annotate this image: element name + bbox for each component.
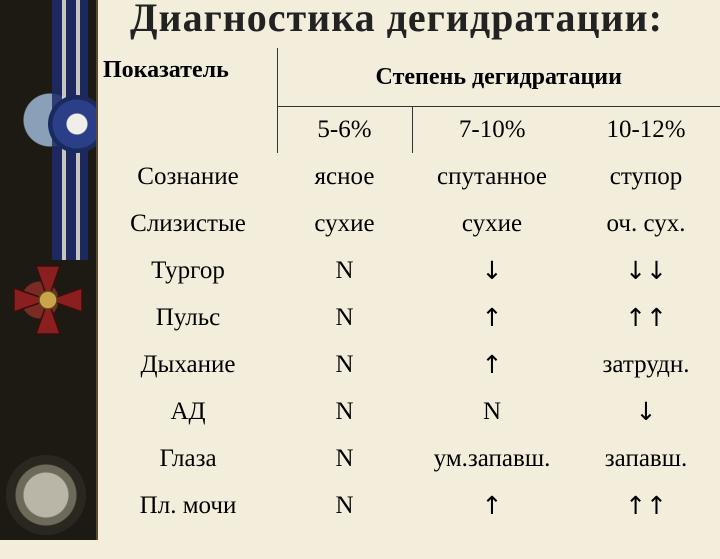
cut-off-row xyxy=(99,529,720,559)
table-row xyxy=(99,294,720,341)
row-label: Глаза xyxy=(159,444,217,472)
rosette-icon xyxy=(48,95,98,153)
cut-off-cell xyxy=(99,529,720,559)
table-cell: сухие xyxy=(461,209,523,237)
level-header: 5-6% xyxy=(277,106,412,153)
table-row xyxy=(99,482,720,529)
table-row xyxy=(99,247,720,294)
table-cell: ↑↑ xyxy=(625,302,667,332)
degree-header: Степень дегидратации xyxy=(277,48,720,106)
compass-icon xyxy=(6,455,86,535)
row-label: Сознание xyxy=(137,162,239,190)
row-label: Тургор xyxy=(151,256,225,284)
table-cell: N xyxy=(335,397,354,425)
table-cell: ↑ xyxy=(481,490,503,520)
table-cell: спутанное xyxy=(437,162,547,190)
table-cell: N xyxy=(335,303,354,331)
table-cell: ↓ xyxy=(635,396,657,426)
table-cell: затрудн. xyxy=(602,350,690,378)
table-body xyxy=(99,153,720,529)
table-header-row xyxy=(99,48,720,106)
row-label: АД xyxy=(170,397,206,425)
level-header: 7-10% xyxy=(458,116,526,143)
decorative-photo-strip xyxy=(0,0,98,540)
row-label: Слизистые xyxy=(130,209,246,237)
indicator-header: Показатель xyxy=(103,57,229,83)
photo-divider xyxy=(96,0,98,540)
table-cell: ↑ xyxy=(481,302,503,332)
table-cell: ясное xyxy=(314,162,375,190)
table-cell: запавш. xyxy=(604,444,688,472)
page-title: Диагностика дегидратации: xyxy=(130,0,663,40)
empty-header-cell xyxy=(99,106,277,153)
table-row xyxy=(99,435,720,482)
table-cell: N xyxy=(335,350,354,378)
row-label: Пульс xyxy=(155,303,221,331)
level-header: 10-12% xyxy=(606,116,686,143)
table-cell: ↑ xyxy=(481,349,503,379)
table-cell: N xyxy=(335,491,354,519)
table-row xyxy=(99,341,720,388)
table-cell: N xyxy=(335,444,354,472)
table-row xyxy=(99,200,720,247)
levels-header-row xyxy=(99,106,720,153)
table-cell: N xyxy=(482,397,502,425)
table-row xyxy=(99,388,720,435)
row-label: Дыхание xyxy=(140,350,236,378)
table-cell: сухие xyxy=(314,209,375,237)
table-row xyxy=(99,153,720,200)
table-cell: ступор xyxy=(609,162,683,190)
maltese-cross-icon xyxy=(8,260,88,340)
table-cell: оч. сух. xyxy=(606,209,686,237)
table-cell: ↓ xyxy=(481,255,503,285)
table-cell: ум.запавш. xyxy=(433,444,551,472)
table-cell: N xyxy=(335,256,354,284)
table-cell: ↑↑ xyxy=(625,490,667,520)
dehydration-table xyxy=(99,48,720,559)
table-cell: ↓↓ xyxy=(625,255,667,285)
row-label: Пл. мочи xyxy=(139,491,237,519)
